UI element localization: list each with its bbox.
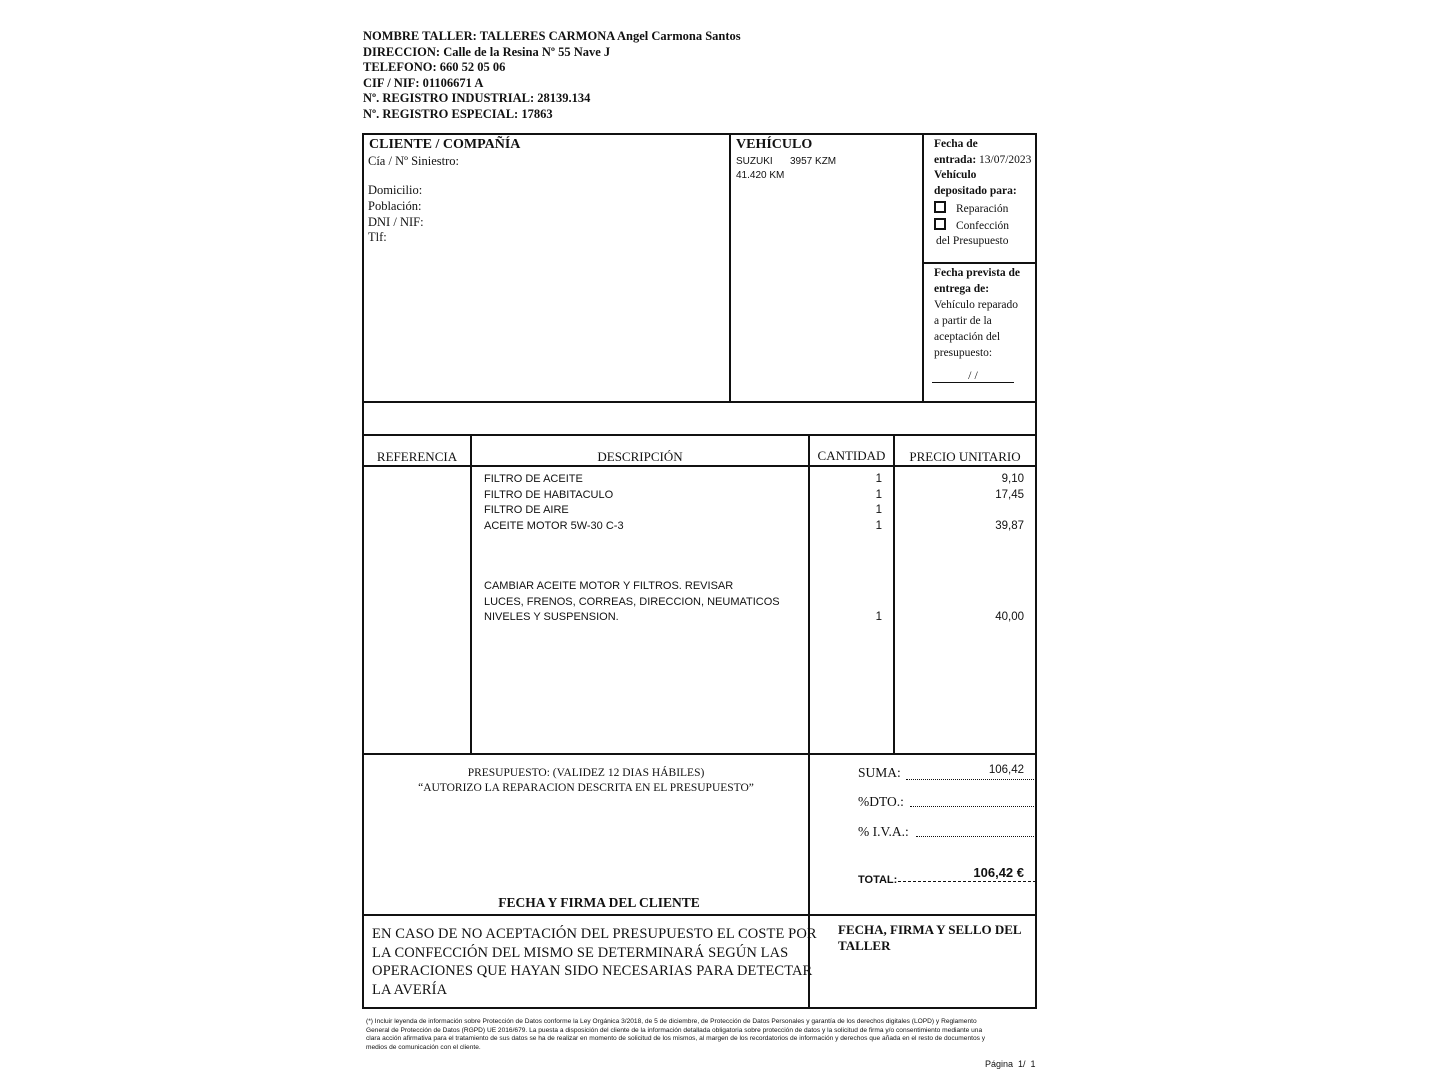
col-divider (808, 434, 810, 755)
entry-date-label-2: entrada: (934, 153, 977, 166)
option-quote-row (934, 218, 1031, 235)
entry-date-label: Fecha de (934, 138, 978, 150)
client-phone-label: Tlf: (368, 230, 387, 244)
option-quote: Confección (956, 219, 1010, 232)
workshop-tax-id: CIF / NIF: 01106671 A (363, 76, 484, 90)
workshop-name-line (363, 29, 741, 44)
discount-field (910, 794, 1036, 807)
divider (729, 133, 731, 403)
empty-band (362, 401, 1037, 436)
notice-line: LA CONFECCIÓN DEL MISMO SE DETERMINARÁ SEGÚN LAS (372, 944, 789, 961)
workshop-phone: TELEFONO: 660 52 05 06 (363, 60, 506, 74)
item-description: FILTRO DE HABITACULO (484, 488, 614, 501)
client-town-label: Población: (368, 199, 422, 213)
delivery-text-2: a partir de la (934, 315, 992, 327)
client-address-label: Domicilio: (368, 183, 423, 197)
option-repair: Reparación (956, 203, 1009, 215)
notice-line: LA AVERÍA (372, 981, 448, 998)
deposit-label-2: depositado para: (934, 184, 1017, 197)
col-divider (808, 753, 810, 916)
vehicle-plate: 3957 KZM (790, 156, 837, 167)
discount-label: %DTO.: (858, 794, 904, 809)
item-description: FILTRO DE AIRE (484, 504, 569, 516)
divider (922, 262, 1037, 264)
delivery-date-field: / / (932, 368, 1014, 383)
service-quantity: 1 (875, 611, 882, 623)
divider (922, 133, 924, 403)
delivery-text-1: Vehículo reparado (934, 299, 1018, 311)
footer-line: clara acción afirmativa para el tratamiento de sus datos se ha de realizar en momento de solicitud de los mismos, al margen de los recordatorios de información y derechos que añada en el resto de documentos y (366, 1035, 986, 1043)
col-header-reference: REFERENCIA (376, 449, 458, 464)
col-header-description: DESCRIPCIÓN (597, 449, 683, 464)
workshop-special-registry: Nº. REGISTRO ESPECIAL: 17863 (363, 107, 553, 121)
vat-field (916, 824, 1036, 837)
total-value: 106,42 € (973, 865, 1024, 880)
vehicle-mileage: 41.420 KM (736, 170, 785, 181)
col-header-unit-price: PRECIO UNITARIO (909, 449, 1021, 464)
notice-line: OPERACIONES QUE HAYAN SIDO NECESARIAS PARA DETECTAR (372, 963, 813, 979)
page-number: Página 1/ 1 (985, 1059, 1036, 1069)
item-price: 39,87 (995, 519, 1024, 532)
option-repair-row (934, 201, 1031, 218)
table-header-divider (362, 465, 1037, 467)
total-field (898, 881, 1036, 882)
item-price: 17,45 (995, 488, 1024, 501)
item-price: 9,10 (1001, 473, 1024, 485)
workshop-industrial-registry: Nº. REGISTRO INDUSTRIAL: 28139.134 (363, 91, 591, 105)
item-quantity: 1 (875, 519, 882, 532)
data-protection-notice (366, 1018, 1042, 1052)
delivery-block (934, 265, 1020, 361)
quote-validity: PRESUPUESTO: (VALIDEZ 12 DIAS HÁBILES) (467, 767, 705, 779)
item-quantity: 1 (875, 488, 882, 501)
col-divider (470, 434, 472, 755)
delivery-label-2: entrega de: (934, 283, 990, 295)
deposit-label: Vehículo (934, 169, 977, 181)
delivery-text-4: presupuesto: (934, 347, 993, 359)
total-label: TOTAL: (858, 874, 898, 886)
workshop-signature-line: TALLER (838, 937, 891, 953)
item-descriptions (484, 472, 624, 534)
workshop-name: TALLERES CARMONA (479, 29, 615, 43)
service-description (484, 579, 780, 626)
quote-checkbox[interactable] (934, 218, 946, 230)
workshop-address: DIRECCION: Calle de la Resina Nº 55 Nave J (363, 45, 611, 59)
item-prices (960, 472, 1024, 534)
entry-date: 13/07/2023 (979, 153, 1032, 166)
item-quantities (862, 472, 882, 534)
client-signature-label: FECHA Y FIRMA DEL CLIENTE (498, 895, 700, 910)
notice-text (372, 925, 817, 999)
workshop-owner: Angel Carmona Santos (617, 29, 741, 43)
item-quantity: 1 (875, 504, 882, 516)
notice-line: EN CASO DE NO ACEPTACIÓN DEL PRESUPUESTO EL COSTE POR (372, 926, 817, 942)
workshop-signature-line: FECHA, FIRMA Y SELLO DEL (838, 922, 1022, 937)
vehicle-make: SUZUKI (736, 156, 773, 167)
service-line: LUCES, FRENOS, CORREAS, DIRECCION, NEUMATICOS (484, 595, 780, 608)
col-header-quantity: CANTIDAD (817, 448, 886, 463)
workshop-name-label: NOMBRE TALLER: (363, 29, 477, 43)
sum-value: 106,42 (988, 764, 1024, 776)
sum-label: SUMA: (858, 765, 901, 780)
footer-line: (*) Incluir leyenda de información sobre Protección de Datos conforme la Ley Orgánica 3/2018, de 5 de diciembre, de Protección de Datos Personales y garantía de los derechos digitales (LOPD) y Reglamento (366, 1018, 977, 1025)
service-line: NIVELES Y SUSPENSION. (484, 611, 619, 623)
service-price: 40,00 (995, 611, 1024, 623)
col-divider (893, 434, 895, 755)
delivery-label: Fecha prevista de (934, 267, 1021, 279)
item-description: FILTRO DE ACEITE (484, 473, 583, 485)
item-description: ACEITE MOTOR 5W-30 C-3 (484, 519, 624, 532)
client-company-label: Cía / Nº Siniestro: (368, 154, 460, 168)
delivery-text-3: aceptación del (934, 331, 1001, 343)
item-quantity: 1 (875, 473, 882, 485)
entry-date-line (934, 153, 1031, 169)
entry-block (934, 137, 1031, 250)
repair-checkbox[interactable] (934, 201, 946, 213)
option-quote-2: del Presupuesto (936, 235, 1009, 247)
item-price (960, 503, 1024, 519)
workshop-signature-label (838, 922, 1022, 953)
vehicle-title: VEHÍCULO (736, 137, 813, 152)
footer-line: medios de comunicación con el cliente. (366, 1043, 481, 1051)
footer-line: General de Protección de Datos (RGPD) UE 2016/679. La puesta a disposición del cliente de la información detallada obligatoria sobre protección de datos y la solicitud de firma y/o consentimiento mediante una (366, 1026, 983, 1034)
quote-terms (364, 766, 808, 796)
vat-label: % I.V.A.: (858, 824, 909, 839)
service-line: CAMBIAR ACEITE MOTOR Y FILTROS. REVISAR (484, 580, 734, 592)
client-title: CLIENTE / COMPAÑÍA (369, 137, 521, 152)
client-id-label: DNI / NIF: (368, 215, 424, 229)
quote-authorization: “AUTORIZO LA REPARACION DESCRITA EN EL PRESUPUESTO” (418, 782, 754, 794)
